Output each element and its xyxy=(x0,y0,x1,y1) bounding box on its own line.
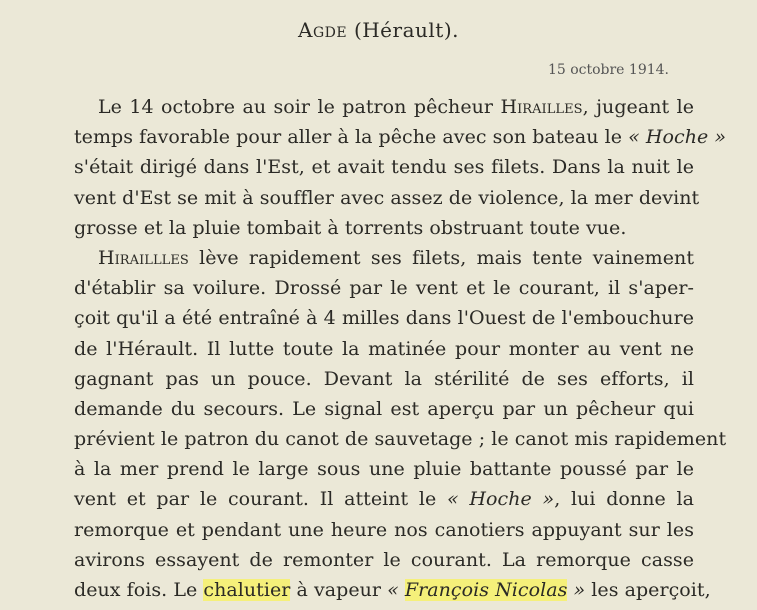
text-line: grosse et la pluie tombait à torrents obstruant toute vue. xyxy=(74,216,627,239)
text-line: de l'Hérault. Il lutte toute la matinée pour monter au vent ne xyxy=(74,337,694,360)
date-line: 15 octobre 1914. xyxy=(547,62,669,78)
text-line: vent d'Est se mit à souffler avec assez de violence, la mer devint xyxy=(74,186,700,209)
highlight-francois-nicolas: François Nicolas xyxy=(404,579,568,601)
paragraph-2 xyxy=(74,243,727,605)
text-line: d'établir sa voilure. Drossé par le vent et le courant, il s'aper- xyxy=(74,277,694,300)
text-line: remorque et pendant une heure nos canotiers appuyant sur les xyxy=(74,518,694,541)
heading-place: Agde xyxy=(298,18,348,42)
text-line: Le 14 octobre au soir le patron pêcheur Hirailles, jugeant le xyxy=(98,96,694,118)
text-line: à la mer prend le large sous une pluie battante poussé par le xyxy=(74,458,694,481)
text-line: avirons essayent de remonter le courant. La remorque casse xyxy=(74,548,694,571)
text-line: deux fois. Le chalutier à vapeur « François Nicolas » les aperçoit, xyxy=(74,579,711,601)
text-line: Hiraillles lève rapidement ses filets, mais tente vainement xyxy=(98,246,694,269)
text-line: demande du secours. Le signal est aperçu par un pêcheur qui xyxy=(74,397,694,420)
highlight-chalutier: chalutier xyxy=(203,579,291,601)
paragraph-1 xyxy=(74,92,727,243)
text-line: vent et par le courant. Il atteint le « Hoche », lui donne la xyxy=(74,488,694,511)
text-line: prévient le patron du canot de sauvetage ; le canot mis rapidement xyxy=(74,428,727,451)
text-line: gagnant pas un pouce. Devant la stérilité de ses efforts, il xyxy=(74,367,694,390)
text-line: çoit qu'il a été entraîné à 4 milles dans l'Ouest de l'embouchure xyxy=(74,307,694,330)
text-line: s'était dirigé dans l'Est, et avait tendu ses filets. Dans la nuit le xyxy=(74,156,694,179)
text-line: temps favorable pour aller à la pêche avec son bateau le « Hoche » xyxy=(74,126,727,149)
heading xyxy=(0,18,757,42)
body-text xyxy=(74,92,727,605)
heading-region: (Hérault). xyxy=(353,18,459,42)
